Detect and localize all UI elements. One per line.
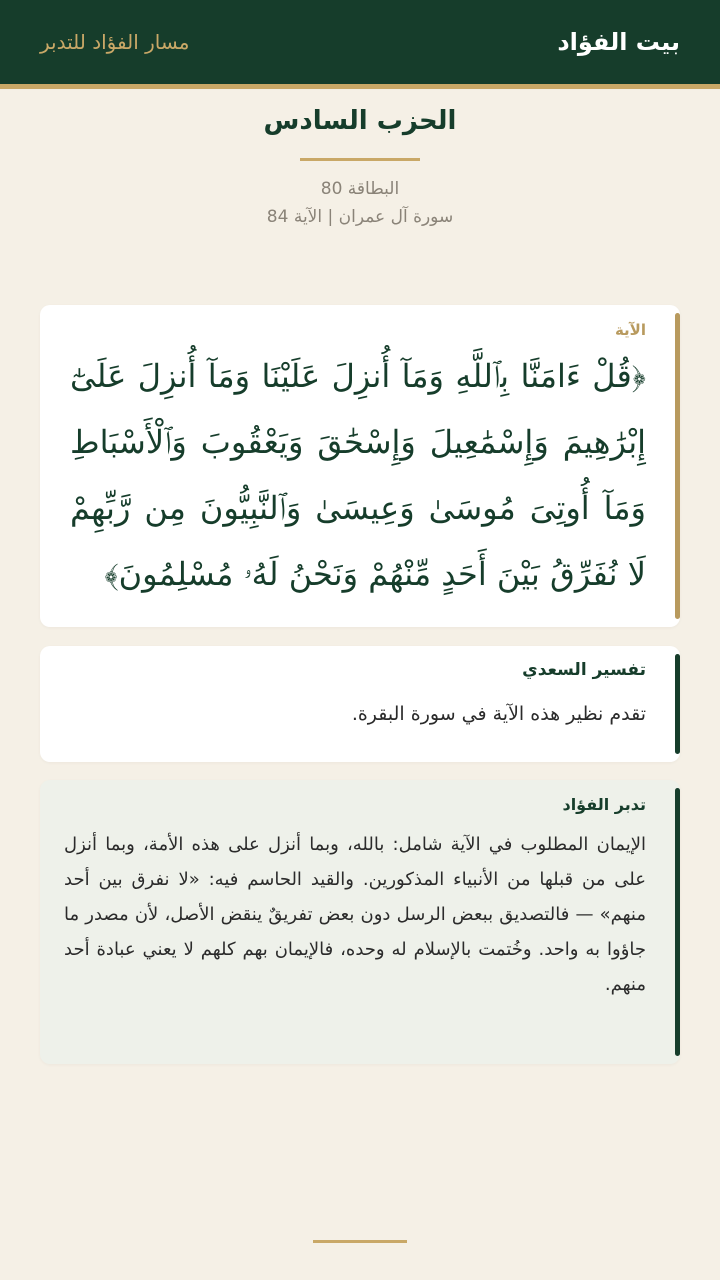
ayah-text: ﴿قُلْ ءَامَنَّا بِٱللَّهِ وَمَآ أُنزِلَ عَلَيْنَا وَمَآ أُنزِلَ عَلَىٰٓ إِبْرَٰهِيمَ وَإِسْمَٰعِيلَ وَإِسْحَٰقَ وَيَعْقُوبَ وَٱلْأَسْبَاطِ وَمَآ أُوتِىَ مُوسَىٰ وَعِيسَىٰ وَٱلنَّبِيُّونَ مِن رَّبِّهِمْ لَا نُفَرِّقُ بَيْنَ أَحَدٍ مِّنْهُمْ وَنَحْنُ لَهُۥ مُسْلِمُونَ﴾ (70, 357, 646, 593)
tafsir-card-stripe (675, 654, 680, 754)
footer-divider (313, 1240, 407, 1243)
verse-reference: سورة آل عمران | الآية 84 (266, 207, 454, 227)
top-bar (0, 0, 720, 84)
tadabbur-path-link[interactable]: مسار الفؤاد للتدبر (40, 30, 190, 54)
tafsir-label: تفسير السعدي (522, 660, 646, 680)
tafsir-text: تقدم نظير هذه الآية في سورة البقرة. (351, 703, 646, 725)
top-bar-accent-line (0, 84, 720, 89)
tafsir-card (40, 646, 680, 762)
card-number: البطاقة 80 (320, 179, 400, 199)
tadabbur-card (40, 780, 680, 1064)
hizb-title: الحزب السادس (263, 106, 457, 136)
brand-title[interactable]: بيت الفؤاد (557, 28, 680, 56)
ayah-label: الآية (614, 321, 646, 339)
tadabbur-label: تدبر الفؤاد (562, 795, 646, 814)
ayah-card-stripe (675, 313, 680, 619)
ayah-card (40, 305, 680, 627)
title-divider (300, 158, 420, 161)
tadabbur-text: الإيمان المطلوب في الآية شامل: بالله، وبما أنزل على هذه الأمة، وبما أنزل على من قبلها من الأنبياء المذكورين. والقيد الحاسم فيه: «لا نفرق بين أحد منهم» — فالتصديق ببعض الرسل دون بعض تفريقٌ ينقض الأصل، لأن مصدر ما جاؤوا به واحد. وخُتمت بالإسلام له وحده، فالإيمان بهم كلهم لا يعني عبادة أحد منهم. (64, 834, 646, 995)
tadabbur-card-stripe (675, 788, 680, 1056)
card-header (0, 100, 720, 231)
